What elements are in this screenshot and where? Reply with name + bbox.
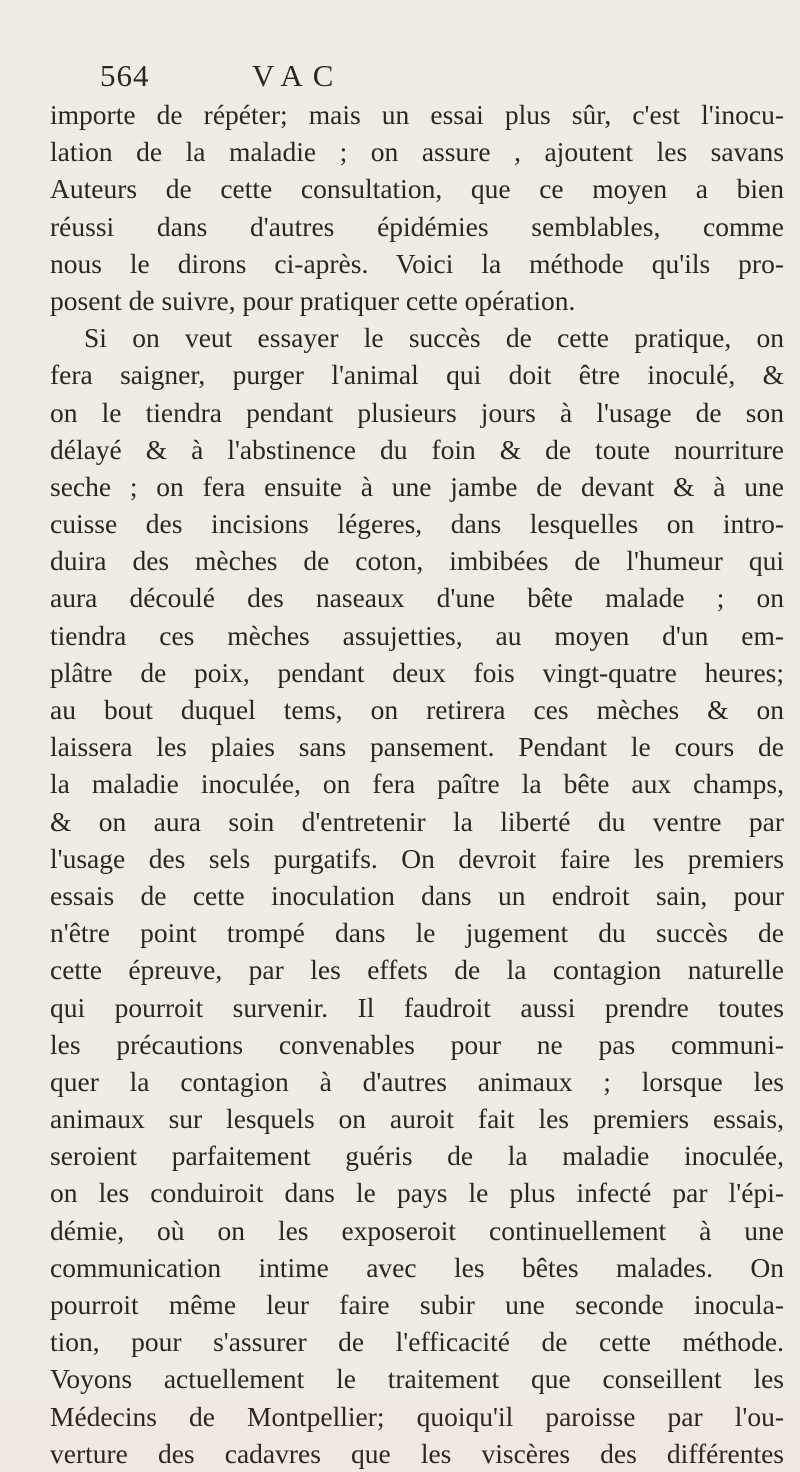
text-line: laissera les plaies sans pansement. Pendant le cours de bbox=[50, 731, 784, 763]
running-title: VAC bbox=[252, 58, 344, 93]
paragraph-start-line: Si on veut essayer le succès de cette pratique, on bbox=[84, 322, 784, 354]
text-line: fera saigner, purger l'animal qui doit être inoculé, & bbox=[50, 359, 784, 391]
text-line: & on aura soin d'entretenir la liberté du ventre par bbox=[50, 805, 784, 837]
text-line: communication intime avec les bêtes malades. On bbox=[50, 1251, 784, 1283]
text-line: nous le dirons ci-après. Voici la méthode qu'ils pro- bbox=[50, 247, 784, 279]
text-line: duira des mèches de coton, imbibées de l'humeur qui bbox=[50, 545, 784, 577]
text-line: on le tiendra pendant plusieurs jours à l'usage de son bbox=[50, 396, 784, 428]
text-line: lation de la maladie ; on assure , ajoutent les savans bbox=[50, 136, 784, 168]
text-line: seroient parfaitement guéris de la maladie inoculée, bbox=[50, 1140, 784, 1172]
text-line: tion, pour s'assurer de l'efficacité de cette méthode. bbox=[50, 1326, 784, 1358]
text-line: réussi dans d'autres épidémies semblables, comme bbox=[50, 210, 784, 242]
text-line: tiendra ces mèches assujetties, au moyen d'un em- bbox=[50, 619, 784, 651]
text-line: démie, où on les exposeroit continuellement à une bbox=[50, 1214, 784, 1246]
body-text bbox=[50, 96, 784, 1472]
text-line: cette épreuve, par les effets de la contagion naturelle bbox=[50, 954, 784, 986]
text-line: essais de cette inoculation dans un endroit sain, pour bbox=[50, 879, 784, 911]
text-line: la maladie inoculée, on fera paître la bête aux champs, bbox=[50, 768, 784, 800]
text-line: Voyons actuellement le traitement que conseillent les bbox=[50, 1363, 784, 1395]
text-line: seche ; on fera ensuite à une jambe de devant & à une bbox=[50, 470, 784, 502]
text-line: plâtre de poix, pendant deux fois vingt-quatre heures; bbox=[50, 656, 784, 688]
text-line: quer la contagion à d'autres animaux ; lorsque les bbox=[50, 1065, 784, 1097]
text-line: aura découlé des naseaux d'une bête malade ; on bbox=[50, 582, 784, 614]
text-line: Auteurs de cette consultation, que ce moyen a bien bbox=[50, 173, 784, 205]
text-line: verture des cadavres que les viscères des différentes bbox=[50, 1437, 784, 1469]
text-line: les précautions convenables pour ne pas communi- bbox=[50, 1028, 784, 1060]
text-line: l'usage des sels purgatifs. On devroit faire les premiers bbox=[50, 842, 784, 874]
text-line: au bout duquel tems, on retirera ces mèches & on bbox=[50, 694, 784, 725]
text-line: pourroit même leur faire subir une seconde inocula- bbox=[50, 1289, 784, 1320]
text-line: animaux sur lesquels on auroit fait les premiers essais, bbox=[50, 1103, 784, 1135]
text-line: posent de suivre, pour pratiquer cette opération. bbox=[50, 284, 576, 316]
text-line: importe de répéter; mais un essai plus sûr, c'est l'inocu- bbox=[50, 99, 784, 130]
page-number: 564 bbox=[100, 58, 150, 93]
text-line: qui pourroit survenir. Il faudroit aussi prendre toutes bbox=[50, 991, 784, 1023]
text-line: cuisse des incisions légeres, dans lesquelles on intro- bbox=[50, 508, 784, 540]
text-line: n'être point trompé dans le jugement du succès de bbox=[50, 917, 784, 949]
text-line: délayé & à l'abstinence du foin & de toute nourriture bbox=[50, 433, 784, 465]
text-line: Médecins de Montpellier; quoiqu'il paroisse par l'ou- bbox=[50, 1400, 784, 1432]
text-line: on les conduiroit dans le pays le plus infecté par l'épi- bbox=[50, 1177, 784, 1209]
